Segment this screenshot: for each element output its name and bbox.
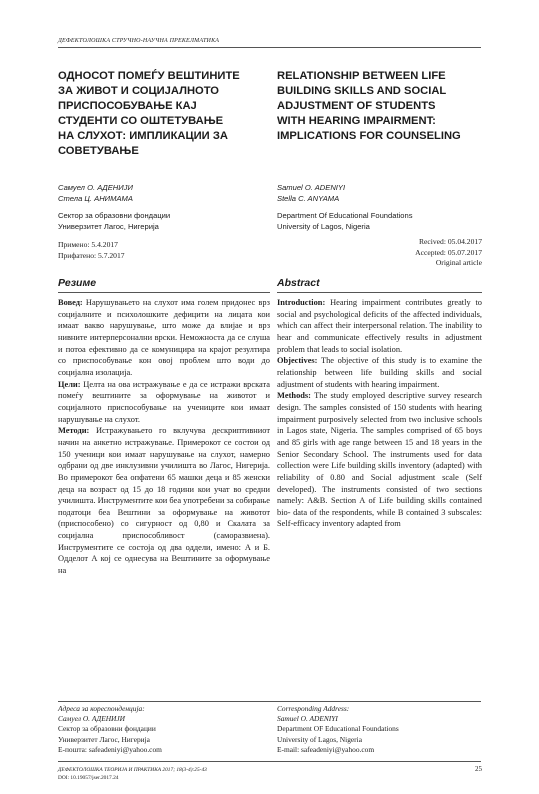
authors-english	[277, 183, 482, 204]
author-name: Stella C. ANYAMA	[277, 193, 340, 203]
footer-citation	[58, 766, 207, 782]
affiliation-line: Department Of Educational Foundations	[277, 211, 413, 220]
correspondence-heading: Адреса за кореспонденција:	[58, 704, 145, 713]
title-line: ADJUSTMENT OF STUDENTS	[277, 100, 436, 112]
paragraph-label: Вовед:	[58, 298, 83, 307]
affiliation-line: Универзитет Лагос, Нигерија	[58, 221, 159, 231]
abstract-rule	[277, 292, 482, 293]
article-type: Original article	[435, 258, 482, 267]
abstract-paragraph	[277, 390, 482, 530]
author-name: Samuel O. ADENIYI	[277, 183, 346, 192]
correspondence-english	[277, 704, 482, 755]
paragraph-label: Цели:	[58, 379, 81, 389]
abstract-paragraph	[277, 355, 482, 390]
paragraph-text: The objective of this study is to examine the relationship between life building skills and social adjustment of students with hearing impairment.	[277, 356, 482, 389]
correspondence-email: Е-пошта: safeadeniyi@yahoo.com	[58, 744, 162, 754]
summary-rule	[58, 292, 270, 293]
paragraph-text: The study employed descriptive survey research design. The samples consisted of 150 students with hearing impairment purposively selected from two inclusive schools in Lagos state, Nigeria. The samples comprised of 65 boys and 85 girls with age range between 15 and 18 years in the Senior Secondary School. The instruments used for data collection were Life building skills inventory (adapted) with reliability of 0.80 and Social adjustment scale (Self developed). The instruments consisted of two sections namely: A&B. Section A of Life building skills contained bio- data of the respondents, while B contained 3 subscales: Self-efficacy inventory adapted from	[277, 391, 482, 529]
abstract-paragraph	[277, 297, 482, 355]
affiliation-english	[277, 211, 482, 232]
correspondence-line: Сектор за образовни фондации	[58, 724, 156, 734]
paragraph-text: Нарушувањето на слухот има голем придонес врз социјалните и психолошките дефицити на лицата кои имаат вакво нарушување, што може да влијае и врз нивните интерперсонални врски. Неможноста да се слуша и потоа ефективно да се комуницира на крајот резултира со приспособување кон овој проблем што води до социјална изолација.	[58, 298, 270, 377]
correspondence-heading: Corresponding Address:	[277, 704, 350, 713]
summary-body	[58, 297, 270, 745]
received-date: Recived: 05.04.2017	[418, 237, 482, 246]
correspondence-name: Samuel O. ADENIYI	[277, 714, 338, 724]
affiliation-line: Сектор за образовни фондации	[58, 211, 171, 220]
correspondence-line: University of Lagos, Nigeria	[277, 734, 362, 744]
dates-english	[277, 237, 482, 269]
correspondence-name: Самуел О. АДЕНИЈИ	[58, 714, 125, 724]
footer-journal: ДЕФЕКТОЛОШКА ТЕОРИЈА И ПРАКТИКА 2017; 18(3-4):25-43	[58, 767, 207, 773]
title-line: BUILDING SKILLS AND SOCIAL	[277, 85, 447, 97]
title-line: СОВЕТУВАЊЕ	[58, 145, 139, 157]
title-english	[277, 69, 482, 144]
paragraph-text: Hearing impairment contributes greatly to social and psychological deficits of the affected individuals, which can affect their interpersonal relation. The inability to hear and communicate effectively results in adjustment problem that leads to social isolation.	[277, 298, 482, 354]
summary-paragraph	[58, 379, 270, 426]
title-line: НА СЛУХОТ: ИМПЛИКАЦИИ ЗА	[58, 130, 228, 142]
abstract-body	[277, 297, 482, 745]
footer-rule	[58, 761, 481, 762]
title-line: RELATIONSHIP BETWEEN LIFE	[277, 70, 446, 82]
title-macedonian	[58, 69, 270, 159]
title-line: IMPLICATIONS FOR COUNSELING	[277, 130, 461, 142]
correspondence-line: Универзитет Лагос, Нигерија	[58, 734, 150, 744]
title-line: ОДНОСОТ ПОМЕЃУ ВЕШТИНИТЕ	[58, 70, 240, 82]
accepted-date: Accepted: 05.07.2017	[415, 247, 482, 257]
footer-doi: DOI: 10.19057/jser.2017.24	[58, 775, 119, 781]
author-name: Стела Ц. АНИМАМА	[58, 193, 133, 203]
paragraph-text: Истражувањето го вклучува дескриптивниот начин на анкетно истражување. Примерокот се состои од 150 ученици кои имаат нарушување на слухот, намерно одбрани од две инклузивни училишта во Лагос, Нигерија. Во примерокот беа опфатени 65 машки деца и 85 женски деца на возраст од 15 до 18 години кои учат во средни училишта. Инструментите кои беа употребени за собирање податоци беа Вештини за оформување на животот (приспособено) со сигурност од 0,80 и Скалата за социјална приспособливост (саморазвиена). Инструментите се состоја од два оддели, имено: А и Б. Одделот А кој се однесува на Вештините за оформување на	[58, 426, 270, 576]
correspondence-line: Department OF Educational Foundations	[277, 724, 399, 734]
correspondence-rule	[58, 701, 481, 702]
title-line: ЗА ЖИВОТ И СОЦИЈАЛНОТО	[58, 85, 219, 97]
dates-macedonian	[58, 240, 270, 261]
journal-running-header: ДЕФЕКТОЛОШКА СТРУЧНО-НАУЧНА ПРЕКЕЛМАТИКА	[58, 38, 220, 44]
abstract-heading: Abstract	[277, 277, 320, 289]
summary-paragraph	[58, 425, 270, 577]
title-line: СТУДЕНТИ СО ОШТЕТУВАЊЕ	[58, 115, 224, 127]
correspondence-macedonian	[58, 704, 270, 755]
paragraph-label: Методи:	[58, 426, 90, 436]
affiliation-line: University of Lagos, Nigeria	[277, 221, 370, 231]
accepted-date: Прифатено: 5.7.2017	[58, 250, 125, 260]
affiliation-macedonian	[58, 211, 270, 232]
title-line: WITH HEARING IMPAIRMENT:	[277, 115, 436, 127]
summary-paragraph	[58, 297, 270, 379]
paragraph-text: Целта на ова истражување е да се истражи врската помеѓу вештините за оформување на животот и социјалното приспособување на учениците кои имаат нарушување на слухот.	[58, 379, 270, 424]
paragraph-label: Methods:	[277, 391, 311, 401]
received-date: Примено: 5.4.2017	[58, 240, 118, 249]
header-rule	[58, 47, 481, 48]
paragraph-label: Introduction:	[277, 298, 326, 307]
correspondence-email: E-mail: safeadeniyi@yahoo.com	[277, 744, 375, 754]
paragraph-label: Objectives:	[277, 356, 318, 366]
authors-macedonian	[58, 183, 270, 204]
summary-heading: Резиме	[58, 277, 97, 289]
author-name: Самуел О. АДЕНИЈИ	[58, 183, 133, 192]
title-line: ПРИСПОСОБУВАЊЕ КАЈ	[58, 100, 197, 112]
page-number: 25	[475, 765, 482, 773]
